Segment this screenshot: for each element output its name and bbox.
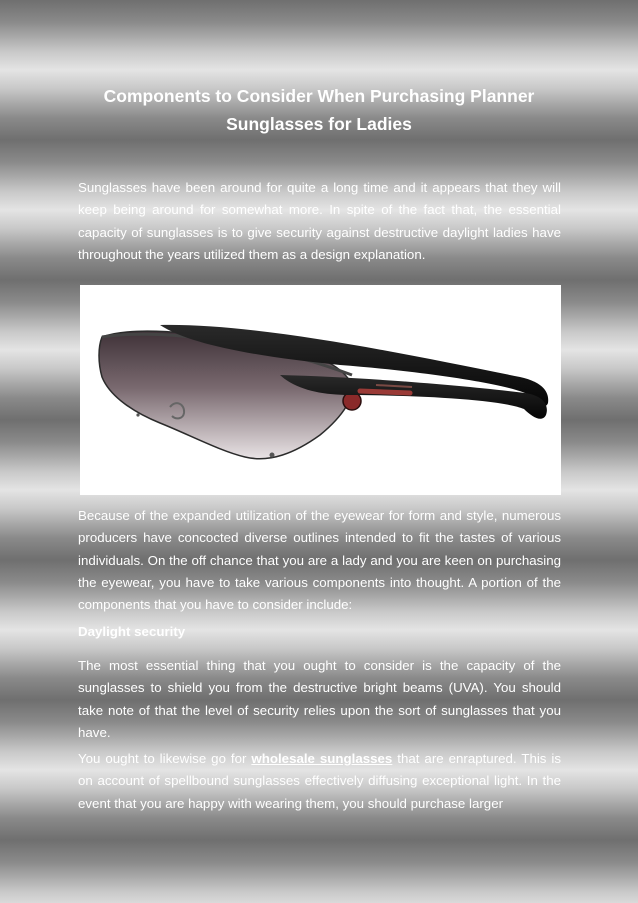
sunglasses-image [80,285,561,495]
paragraph-intro: Sunglasses have been around for quite a long time and it appears that they will keep being around for somewhat more. In spite of the fact that, the essential capacity of sunglasses is to give security against destructive daylight ladies have throughout the years utilized them as a design explanation. [78,180,561,262]
paragraph-polarized [78,748,561,815]
wholesale-sunglasses-link[interactable]: wholesale sunglasses [251,751,393,766]
page-title: Components to Consider When Purchasing Planner Sunglasses for Ladies [103,86,535,134]
sunglasses-illustration [80,285,561,495]
paragraph4-text-end: that are enraptured. This is on account of spellbound sunglasses effectively diffusing exceptional light. In the event that you are happy with wearing them, you should purchase larger [78,751,562,811]
paragraph4-text-start: You ought to likewise go for [78,751,252,766]
section-heading-daylight-security: Daylight security [78,624,186,639]
paragraph-components: Because of the expanded utilization of the eyewear for form and style, numerous producers have concocted diverse outlines intended to fit the tastes of various individuals. On the off chance that you are a lady and you are keen on purchasing the eyewear, you have to take various components into thought. A portion of the components that you have to consider include: [78,508,561,613]
paragraph-uva: The most essential thing that you ought to consider is the capacity of the sunglasses to shield you from the destructive bright beams (UVA). You should take note of that the level of security relies upon the sort of sunglasses that you have. [78,658,561,740]
